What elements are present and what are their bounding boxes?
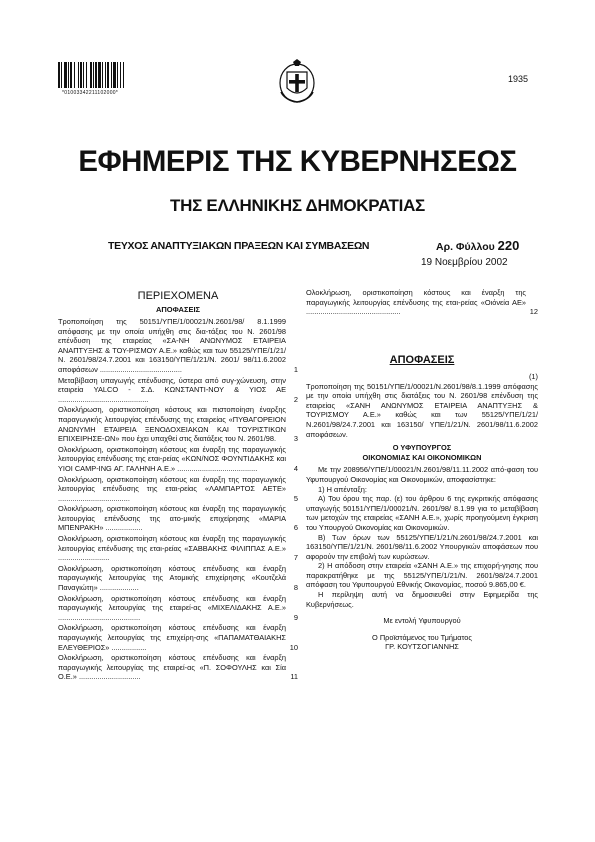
toc-item-text: Ολοκλήρωση, οριστικοποίηση κόστους και έναρξη της παραγωγικής λειτουργίας επένδυσης της ατο-μικής επιχείρησης «ΜΑΡΙΑ ΜΠΕΝΡΑΚΗ» .................. xyxy=(58,504,286,533)
toc-item-page: 10 xyxy=(289,642,298,652)
toc-item xyxy=(58,534,298,563)
toc-item-page: 7 xyxy=(293,553,298,563)
decision-body xyxy=(306,372,538,652)
page-number: 1935 xyxy=(508,74,529,84)
toc-item-text: Ολοκλήρωση, οριστικοποίηση κόστους επένδυσης και έναρξη παραγωγικής λειτουργίας της εταιρεί-ας «Π. ΣΟΦΟΥΛΗΣ και Σία Ο.Ε.» .............................. xyxy=(58,653,286,682)
decision-paragraph: Με την 208956/ΥΠΕ/1/00021/Ν.2601/98/11.11.2002 από-φαση του Υφυπουργού Οικονομίας και Οικονομικών, αποφασίστηκε: xyxy=(306,465,538,484)
barcode-number: *01003342211102000* xyxy=(62,90,119,96)
toc-heading: ΠΕΡΙΕΧΟΜΕΝΑ xyxy=(137,290,219,302)
signature-role: Ο Προϊστάμενος του Τμήματος xyxy=(372,632,472,642)
toc-item xyxy=(306,288,538,317)
decision-paragraph: 1) Η απένταξη: xyxy=(318,484,367,494)
toc-item-text: Τροποποίηση της 50151/ΥΠΕ/1/00021/Ν.2601/98/ 8.1.1999 απόφασης με την οποία υπήχθη στις δια-τάξεις του Ν. 2601/98 επένδυση της εταιρείας «ΣΑ-ΝΗ ΑΝΩΝΥΜΟΣ ΕΤΑΙΡΕΙΑ ΑΝΑΠΤΥΞΗΣ & ΤΟΥ-ΡΙΣΜΟΥ Α.Ε.» καθώς και των 55125/ΥΠΕ/1/21/Ν. 2601/98/24.7.2001 και 163150/ΥΠΕ/1/21/Ν. 2601/ 98/11.6.2002 αποφάσεων ........................................ xyxy=(58,317,286,374)
issue-type: ΤΕΥΧΟΣ ΑΝΑΠΤΥΞΙΑΚΩΝ ΠΡΑΞΕΩΝ ΚΑΙ ΣΥΜΒΑΣΕΩΝ xyxy=(108,240,370,252)
toc-item-text: Ολοκλήρωση, οριστικοποίηση κόστους και έναρξη της παραγωγικής λειτουργίας επένδυσης της εται-ρείας «Οιόνεία ΑΕ» .............................................. xyxy=(306,288,526,317)
toc-item xyxy=(58,623,298,652)
toc-item xyxy=(58,504,298,533)
toc-item-text: Μεταβίβαση υπαγωγής επένδυσης, ύστερα από συγ-χώνευση, στην εταιρεία YALCO - Σ.Δ. ΚΩΝΣΤΑΝΤΙ-ΝΟΥ & ΥΙΟΣ ΑΕ ............................................ xyxy=(58,375,286,404)
toc-item-page: 11 xyxy=(290,672,298,682)
minister-title: Ο ΥΦΥΠΟΥΡΓΟΣ xyxy=(392,443,452,453)
barcode xyxy=(58,62,158,88)
toc-item-page: 5 xyxy=(293,493,298,503)
decision-paragraph: Η περίληψη αυτή να δημοσιευθεί στην Εφημερίδα της Κυβερνήσεως. xyxy=(306,590,538,609)
toc-item-text: Ολοκλήρωση, οριστικοποίηση κόστους επένδυσης και έναρξη παραγωγικής λειτουργίας της εταιρεί-ας «ΜΙΧΕΛΙΔΑΚΗΣ Α.Ε.» ........................................ xyxy=(58,593,286,622)
coat-of-arms-icon xyxy=(277,58,317,104)
toc-item xyxy=(58,445,298,474)
minister-ministry: ΟΙΚΟΝΟΜΙΑΣ ΚΑΙ ΟΙΚΟΝΟΜΙΚΩΝ xyxy=(362,452,482,462)
toc-item xyxy=(58,475,298,504)
toc-item-page: 1 xyxy=(293,364,298,374)
toc-item xyxy=(58,317,298,375)
sheet-number-label xyxy=(436,238,519,253)
toc-item-text: Ολοκλήρωση, οριστικοποίηση κόστους επένδυσης και έναρξη παραγωγικής λειτουργίας της Ατομικής επιχείρησης «Κουτζελά Παναγιώτη» ................... xyxy=(58,563,286,593)
toc-item-page: 8 xyxy=(293,583,298,593)
decision-intro: Τροποποίηση της 50151/ΥΠΕ/1/00021/Ν.2601/98/8.1.1999 απόφασης με την οποία υπήχθη στις διατάξεις του Ν. 2601/98 επένδυση της εταιρείας «ΣΑΝΗ ΑΝΩΝΥΜΟΣ ΕΤΑΙΡΕΙΑ ΑΝΑΠΤΥΞΗΣ & ΤΟΥΡΙΣΜΟΥ Α.Ε.» καθώς και των 55125/ΥΠΕ/1/21/Ν.2601/98/24.7.2001 και 163150/ ΥΠΕ/1/21/Ν. 2601/98/11.6.2002 αποφάσεων. xyxy=(306,381,538,439)
toc-item xyxy=(58,376,298,405)
toc-item xyxy=(58,564,298,593)
toc-item-text: Ολοκλήρωση, οριστικοποίηση κόστους και έναρξη της παραγωγικής λειτουργίας επένδυσης της εται-ρείας «ΣΑΒΒΑΚΗΣ ΦΙΛΙΠΠΑΣ Α.Ε.» ......................... xyxy=(58,534,286,563)
sheet-number: 220 xyxy=(497,238,520,253)
decision-paragraph: 2) Η απόδοση στην εταιρεία «ΣΑΝΗ Α.Ε.» της επιχορή-γησης που παρακρατήθηκε με της 55125/ΥΠΕ/1/21/Ν. 2601/98/24.7.2001 απόφαση του Υφυπουργού Εθνικής Οικονομίας, ποσού 9.865,00 €. xyxy=(306,561,538,590)
gazette-title: ΕΦΗΜΕΡΙΣ ΤΗΣ ΚΥΒΕΡΝΗΣΕΩΣ xyxy=(78,145,517,178)
toc-item-text: Ολοκλήρωση, οριστικοποίηση κόστους και έναρξη της παραγωγικής λειτουργίας επένδυσης της εται-ρείας «ΚΩΝ/ΝΟΣ ΦΟΥΝΤΙΔΑΚΗΣ και ΥΙΟΙ CAMP-ING ΑΓ. ΓΑΛΗΝΗ Α.Ε.» ....................................... xyxy=(58,444,286,473)
signature-line: Με εντολή Υφυπουργού xyxy=(383,616,461,626)
decision-number: (1) xyxy=(528,372,538,381)
decision-paragraph: Β) Των όρων των 55125/ΥΠΕ/1/21/Ν.2601/98/24.7.2001 και 163150/ΥΠΕ/1/21/Ν. 2601/98/11.6.2002 Υπουργικών αποφάσεων που αφορούν την επιβολή των κυρώσεων. xyxy=(306,532,538,561)
toc-list xyxy=(58,317,298,683)
toc-item-page: 6 xyxy=(293,523,298,533)
sheet-label: Αρ. Φύλλου xyxy=(436,241,495,253)
toc-item xyxy=(58,594,298,623)
toc-item-page: 9 xyxy=(293,612,298,622)
toc-item-text: Ολοκλήρωση, οριστικοποίηση κόστους και πιστοποίηση έναρξης παραγωγικής λειτουργίας επένδυσης της εταιρείας «ΠΥΘΑΓΟΡΕΙΟΝ ΑΝΩΝΥΜΗ ΕΤΑΙΡΕΙΑ ΞΕΝΟΔΟΧΕΙΑΚΩΝ ΚΑΙ ΤΟΥΡΙΣΤΙΚΩΝ ΕΠΙΧΕΙΡΗΣΕ-ΩΝ» που έχει υπαχθεί στις διατάξεις του Ν. 2601/98. xyxy=(58,405,286,444)
toc-item xyxy=(58,405,298,443)
toc-item-text: Ολοκλήρωση, οριστικοποίηση κόστους επένδυσης και έναρξη παραγωγικής λειτουργίας της επιχείρη-σης «ΠΑΠΑΜΑΤΘΑΙΑΚΗΣ ΕΛΕΥΘΕΡΙΟΣ» ................. xyxy=(58,623,286,652)
toc-item-page: 3 xyxy=(293,434,298,444)
toc-item-text: Ολοκλήρωση, οριστικοποίηση κόστους και έναρξη της παραγωγικής λειτουργίας επένδυσης της εται-ρείας «ΛΑΜΠΑΡΤΟΣ ΑΕΤΕ» ................................... xyxy=(58,474,286,503)
toc-item-page: 12 xyxy=(529,307,538,317)
gazette-subtitle: ΤΗΣ ΕΛΛΗΝΙΚΗΣ ΔΗΜΟΚΡΑΤΙΑΣ xyxy=(170,196,425,215)
decision-paragraph: Α) Του όρου της παρ. (ε) του άρθρου 6 της εγκριτικής απόφασης υπαγωγής 50151/ΥΠΕ/1/00021/Ν. 2601/98/ 8.1.99 για το μεταβίβαση των μετοχών της εταιρείας «ΣΑΝΗ Α.Ε.», χωρίς προηγούμενη έγκριση του Υπουργού Οικονομίας και Οικονομικών. xyxy=(306,494,538,532)
decisions-heading: ΑΠΟΦΑΣΕΙΣ xyxy=(389,354,455,366)
issue-date: 19 Νοεμβρίου 2002 xyxy=(421,257,508,268)
toc-item xyxy=(58,653,298,682)
signature-name: ΓΡ. ΚΟΥΤΣΟΓΙΑΝΝΗΣ xyxy=(385,642,459,652)
toc-item-page: 4 xyxy=(293,463,298,473)
toc-item-page: 2 xyxy=(293,394,298,404)
toc-subheading: ΑΠΟΦΑΣΕΙΣ xyxy=(155,305,201,314)
